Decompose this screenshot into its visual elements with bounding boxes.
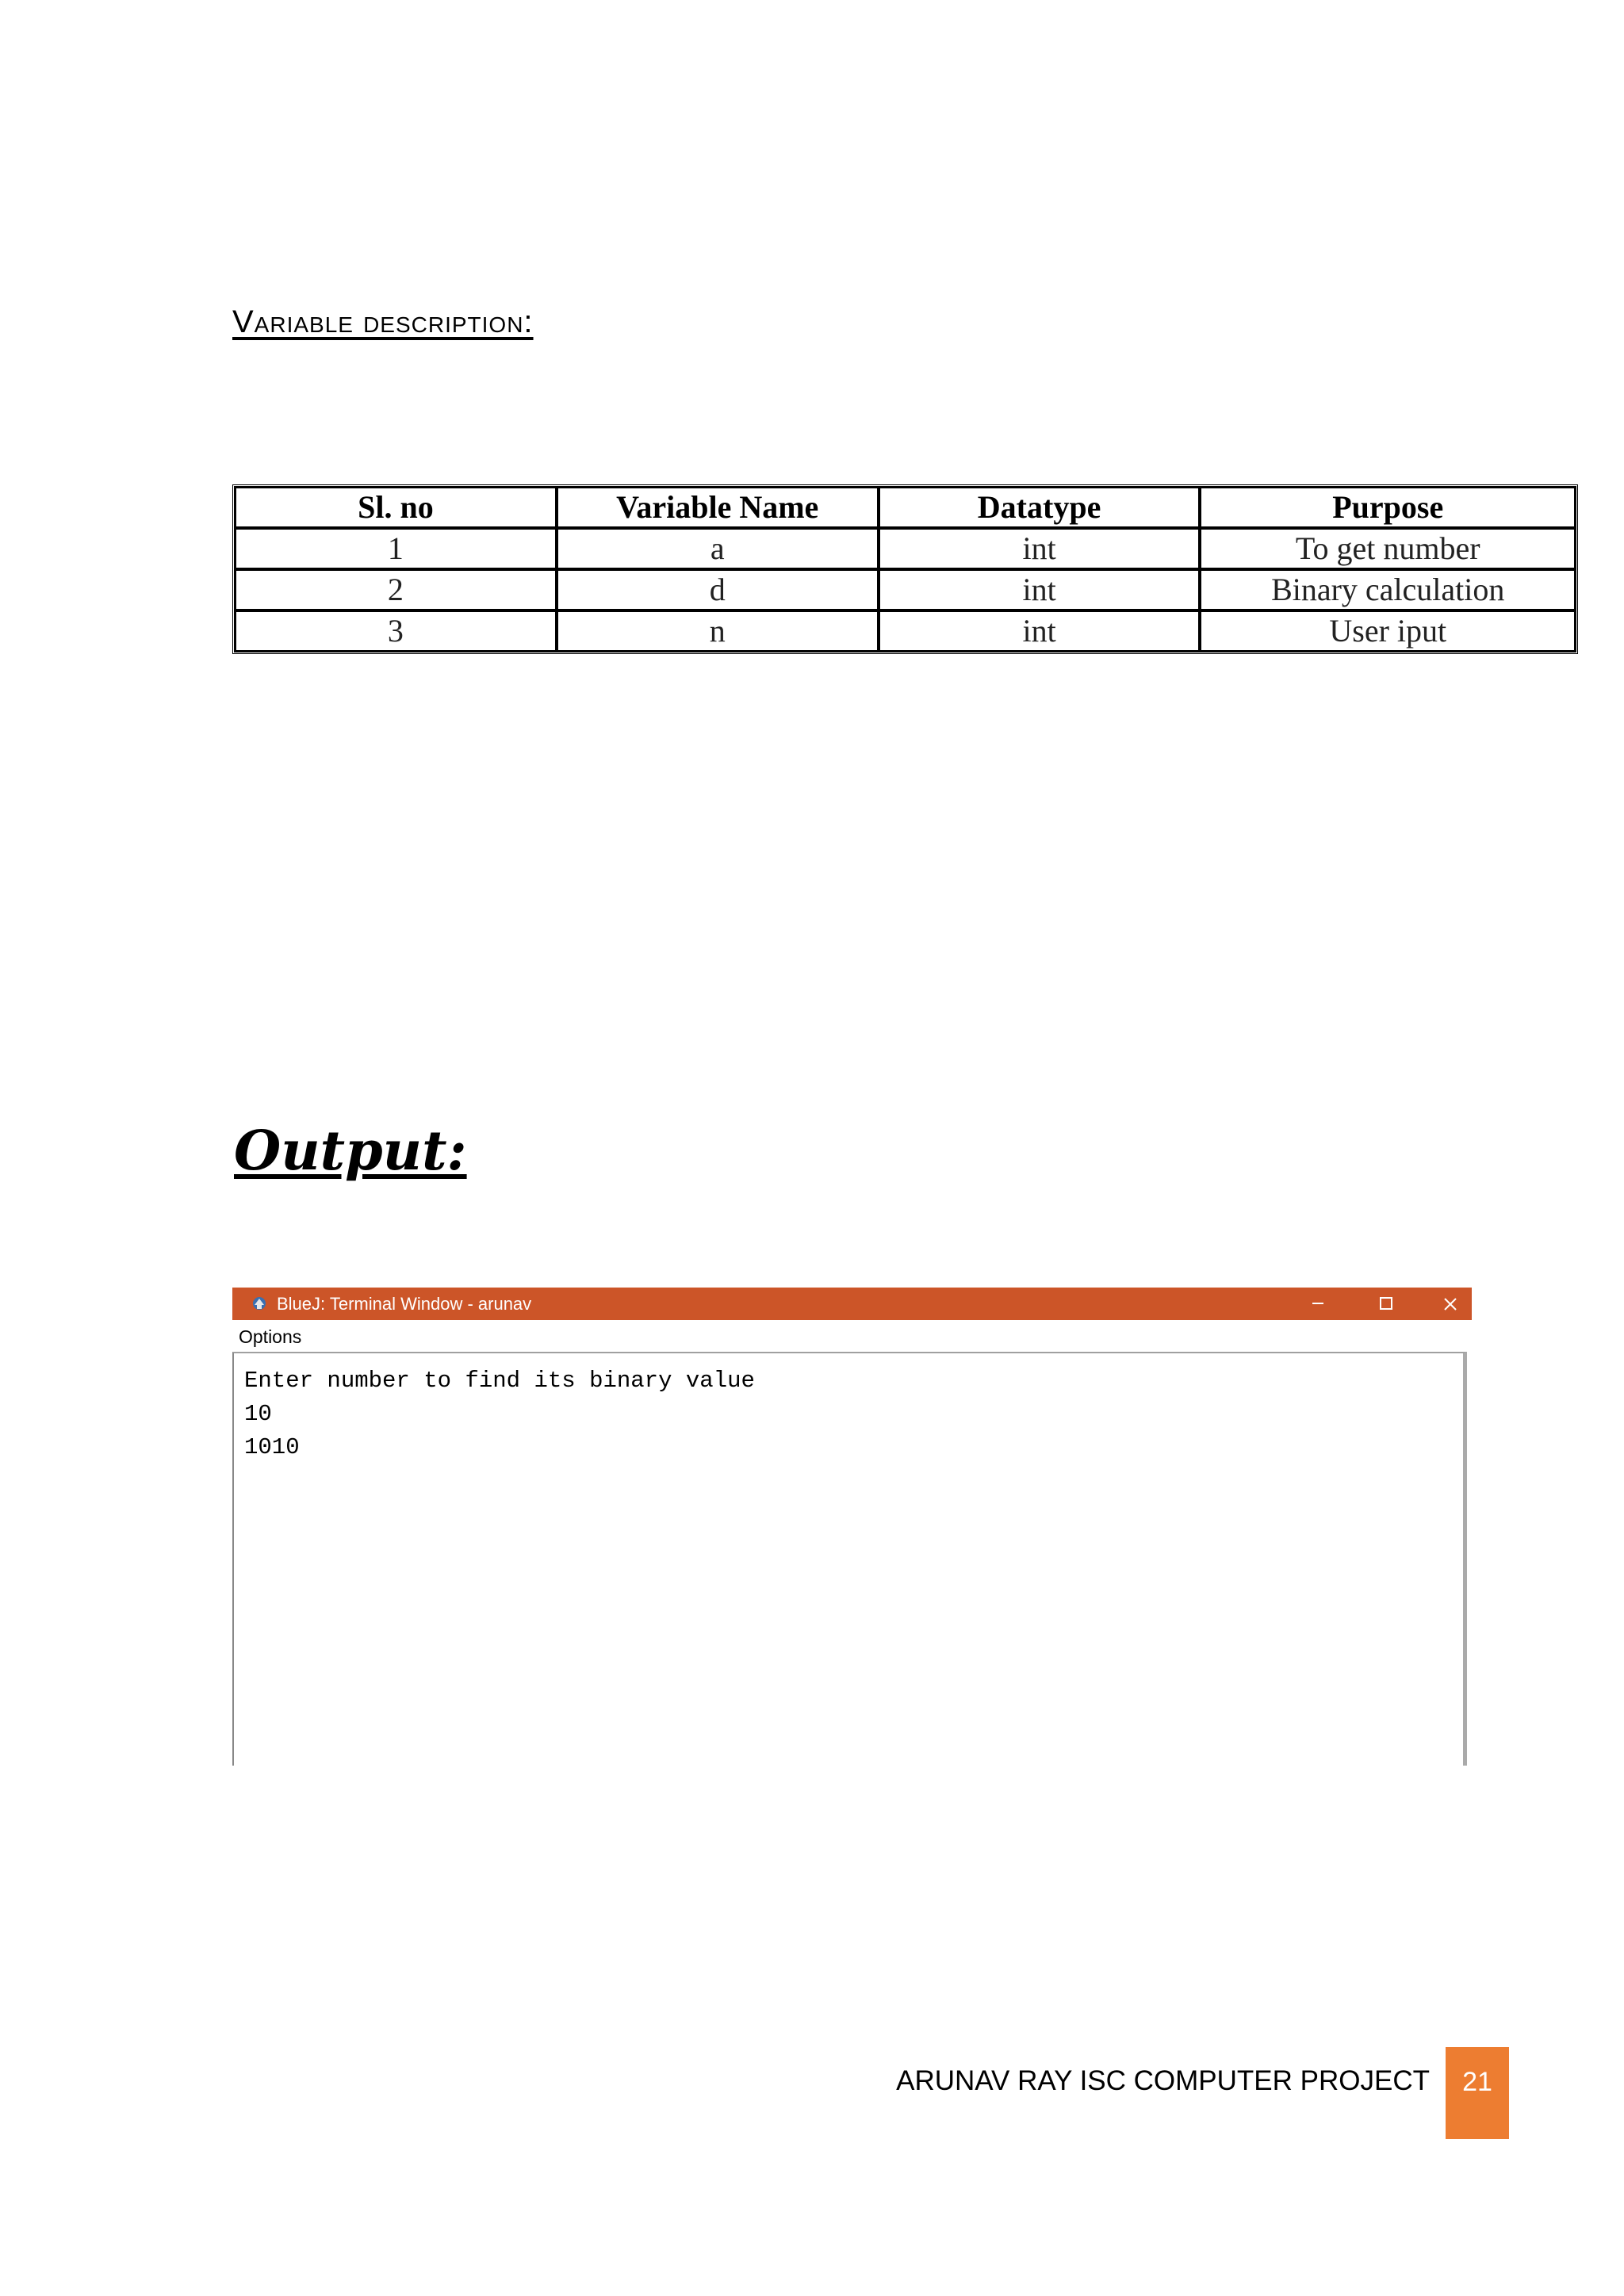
- table-cell: d: [557, 569, 879, 610]
- table-row: [235, 569, 1576, 610]
- output-heading: Output:: [234, 1119, 467, 1183]
- close-icon[interactable]: [1434, 1288, 1472, 1320]
- page-number-badge: 21: [1446, 2047, 1509, 2139]
- table-cell: 3: [235, 610, 557, 652]
- terminal-titlebar: [232, 1288, 1472, 1320]
- table-cell: int: [879, 528, 1201, 569]
- table-cell: User iput: [1200, 610, 1576, 652]
- table-cell: 2: [235, 569, 557, 610]
- options-menu[interactable]: Options: [239, 1326, 302, 1347]
- maximize-icon[interactable]: [1362, 1288, 1410, 1320]
- console-line: Enter number to find its binary value: [244, 1368, 755, 1394]
- table-cell: int: [879, 569, 1201, 610]
- table-header-cell: Sl. no: [235, 487, 557, 528]
- table-row: [235, 610, 1576, 652]
- table-header-cell: Datatype: [879, 487, 1201, 528]
- table-cell: n: [557, 610, 879, 652]
- table-cell: a: [557, 528, 879, 569]
- variable-table: [232, 484, 1578, 654]
- table-cell: Binary calculation: [1200, 569, 1576, 610]
- table-row: [235, 528, 1576, 569]
- table-cell: To get number: [1200, 528, 1576, 569]
- table-cell: 1: [235, 528, 557, 569]
- console-line: 10: [244, 1401, 272, 1427]
- terminal-window-screenshot: [232, 1288, 1472, 1766]
- table-header-row: [235, 487, 1576, 528]
- terminal-console[interactable]: [232, 1352, 1467, 1766]
- table-cell: int: [879, 610, 1201, 652]
- footer-project-title: ARUNAV RAY ISC COMPUTER PROJECT: [896, 2065, 1430, 2096]
- bluej-app-icon: [250, 1294, 269, 1313]
- table-header-cell: Purpose: [1200, 487, 1576, 528]
- console-line: 1010: [244, 1434, 300, 1460]
- table-header-cell: Variable Name: [557, 487, 879, 528]
- minimize-icon[interactable]: [1294, 1288, 1342, 1320]
- variable-description-heading: Variable description:: [232, 304, 534, 339]
- terminal-title: BlueJ: Terminal Window - arunav: [277, 1294, 532, 1314]
- terminal-menubar: [232, 1320, 1472, 1352]
